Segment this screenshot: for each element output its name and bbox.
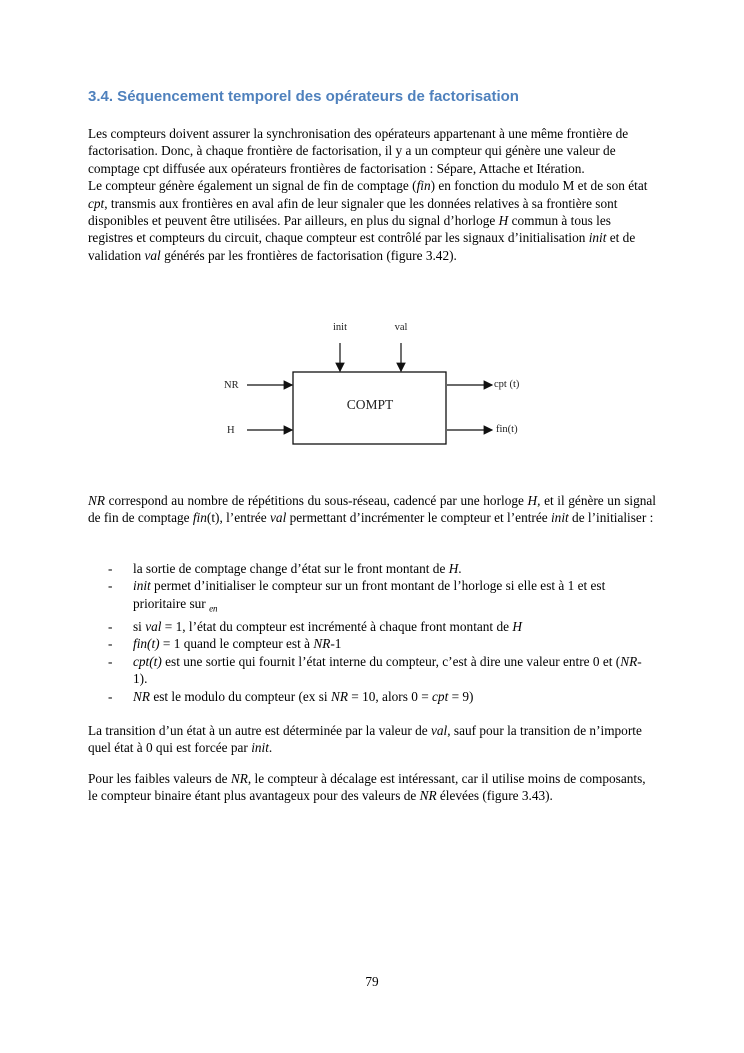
page-number: 79 — [365, 974, 379, 989]
list-item: - si val = 1, l’état du compteur est incrémenté à chaque front montant de H — [108, 618, 522, 634]
fin-label: fin(t) — [496, 424, 518, 435]
intro-paragraph: Les compteurs doivent assurer la synchronisation des opérateurs appartenant à une même frontière de factorisation. Donc, à chaque frontière de factorisation, il y a un compteur qui génère une valeur de comptage cpt diffusée aux opérateurs frontières de factorisation : Sépare, Attache et Itération. Le compteur génère également un signal de fin de comptage (fin) en fonction du modulo M et de son état cpt, transmis aux frontières en aval afin de leur signaler que les données relatives à sa frontière sont disponibles et peuvent être utilisées. Par ailleurs, en plus du signal d’horloge H commun à tous les registres et compteurs du circuit, chaque compteur est contrôlé par les signaux d’initialisation init et de validation val générés par les frontières de factorisation (figure 3.42). — [88, 126, 648, 263]
list-item: - fin(t) = 1 quand le compteur est à NR-1 — [108, 636, 342, 652]
list-item: - NR est le modulo du compteur (ex si NR = 10, alors 0 = cpt = 9) — [108, 688, 474, 704]
nr-paragraph: NR correspond au nombre de répétitions du sous-réseau, cadencé par une horloge H, et il génère un signal de fin de comptage fin(t), l’entrée val permettant d’incrémenter le compteur et l’entrée init de l’initialiser : — [88, 493, 656, 526]
compt-label: COMPT — [346, 397, 394, 412]
counter-block-diagram — [220, 312, 524, 458]
list-item: - init permet d’initialiser le compteur sur un front montant de l’horloge si elle est à 1 et est prioritaire sur $_{en}$ — [108, 578, 606, 614]
transition-paragraph: La transition d’un état à un autre est déterminée par la valeur de val, sauf pour la transition de n’importe quel état à 0 qui est forcée par init. — [88, 723, 642, 756]
init-label: init — [332, 322, 348, 333]
nr-label: NR — [224, 380, 239, 391]
h-label: H — [227, 425, 235, 436]
list-item: - la sortie de comptage change d’état sur le front montant de H. — [108, 561, 462, 576]
cpt-label: cpt (t) — [494, 379, 520, 390]
closing-paragraph: Pour les faibles valeurs de NR, le compteur à décalage est intéressant, car il utilise moins de composants, le compteur binaire étant plus avantageux pour des valeurs de NR élevées (figure 3.43). — [88, 771, 646, 804]
val-label: val — [394, 322, 408, 333]
intro-text-1: Les compteurs doivent assurer la synchronisation des opérateurs appartenant à une même frontière de factorisation. Donc, à chaque frontière de factorisation, il y a un compteur qui génère une valeur de comptage cpt diffusée aux opérateurs frontières de factorisation : Sépare, Attache et Itération. — [88, 126, 629, 176]
section-heading: 3.4. Séquencement temporel des opérateurs de factorisation — [88, 88, 519, 105]
counter-properties-list — [108, 560, 656, 705]
list-item: - cpt(t) est une sortie qui fournit l’état interne du compteur, c’est à dire une valeur entre 0 et (NR-1). — [108, 653, 642, 687]
